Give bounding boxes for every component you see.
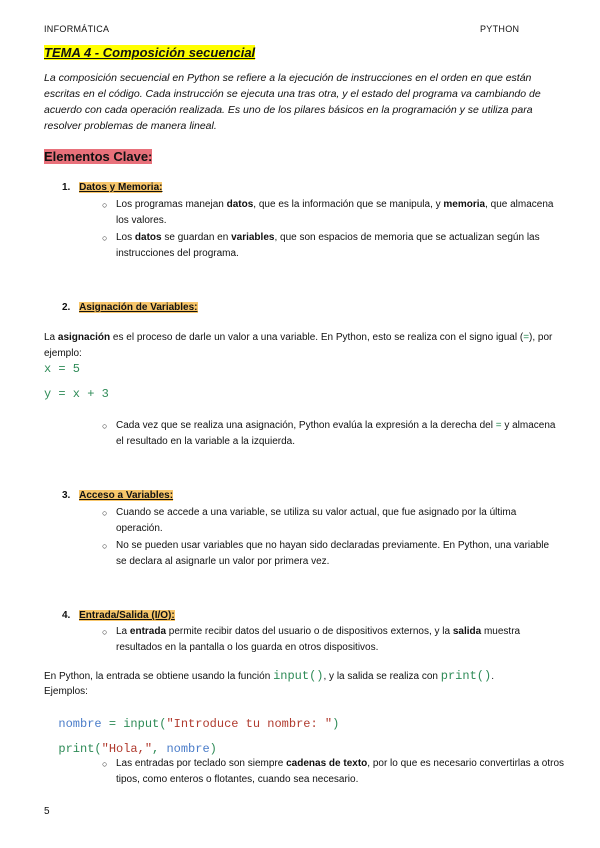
bullet-icon: ○ [102,759,108,769]
section3-bullet2: No se pueden usar variables que no hayan sido declaradas previamente. En Python, una variable se declara al asignarle un valor por primera vez. [116,540,550,567]
page-number: 5 [44,806,50,817]
code-line-assign-x: x = 5 [44,362,81,376]
intro-paragraph: La composición secuencial en Python se refiere a la ejecución de instrucciones en el orden en que están escritas en el código. Cada instrucción se ejecuta una tras otra, y el estado del programa va cambiando de acuerdo con cada operación realizada. Es uno de los pilares básicos en la programación y se utiliza para resolver problemas de manera lineal. [44,72,541,132]
bullet-icon: ○ [102,200,108,210]
section1-title: Datos y Memoria: [79,182,163,193]
section3-title: Acceso a Variables: [79,490,174,501]
page-title [44,45,255,60]
section1-bullet1: Los programas manejan datos, que es la información que se manipula, y memoria, que almacena los valores. [116,199,554,226]
header-left: INFORMÁTICA [44,24,110,34]
section4-bullet1: La entrada permite recibir datos del usuario o de dispositivos externos, y la salida muestra resultados en la pantalla o los guarda en otros dispositivos. [116,626,521,653]
section1-bullet2: Los datos se guardan en variables, que son espacios de memoria que se actualizan según las instrucciones del programa. [116,232,540,259]
section2-bullet1: Cada vez que se realiza una asignación, Python evalúa la expresión a la derecha del = y almacena el resultado en la variable a la izquierda. [116,420,556,447]
title-text: TEMA 4 - Composición secuencial [44,45,256,60]
examples-label: Ejemplos: [44,686,88,697]
section4-bullet2: Las entradas por teclado son siempre cadenas de texto, por lo que es necesario convertirlas a otros tipos, como enteros o flotantes, cuando sea necesario. [116,758,565,785]
bullet-icon: ○ [102,541,108,551]
bullet-icon: ○ [102,508,108,518]
section4-title: Entrada/Salida (I/O): [79,610,175,621]
section3-heading [62,488,173,504]
section2-paragraph: La asignación es el proceso de darle un valor a una variable. En Python, esto se realiza con el signo igual (=), por ejemplo: [44,332,553,359]
code-line-input: nombre = input("Introduce tu nombre: ") [58,717,340,731]
section1-number: 1. [62,182,71,193]
section2-number: 2. [62,302,71,313]
section4-number: 4. [62,610,71,621]
section1-heading [62,180,162,196]
section2-title: Asignación de Variables: [79,302,198,313]
bullet-icon: ○ [102,421,108,431]
section3-bullet1: Cuando se accede a una variable, se utiliza su valor actual, que fue asignado por la última operación. [116,507,517,534]
bullet-icon: ○ [102,233,108,243]
section4-paragraph: En Python, la entrada se obtiene usando la función input(), y la salida se realiza con print(). [44,669,494,683]
code-line-print: print("Hola,", nombre) [58,742,217,756]
header-right: PYTHON [480,24,520,34]
elements-heading [44,149,152,164]
section4-heading [62,608,175,624]
section3-number: 3. [62,490,71,501]
bullet-icon: ○ [102,627,108,637]
elements-heading-text: Elementos Clave: [44,149,153,164]
section2-heading [62,300,198,316]
code-line-assign-y: y = x + 3 [44,387,109,401]
